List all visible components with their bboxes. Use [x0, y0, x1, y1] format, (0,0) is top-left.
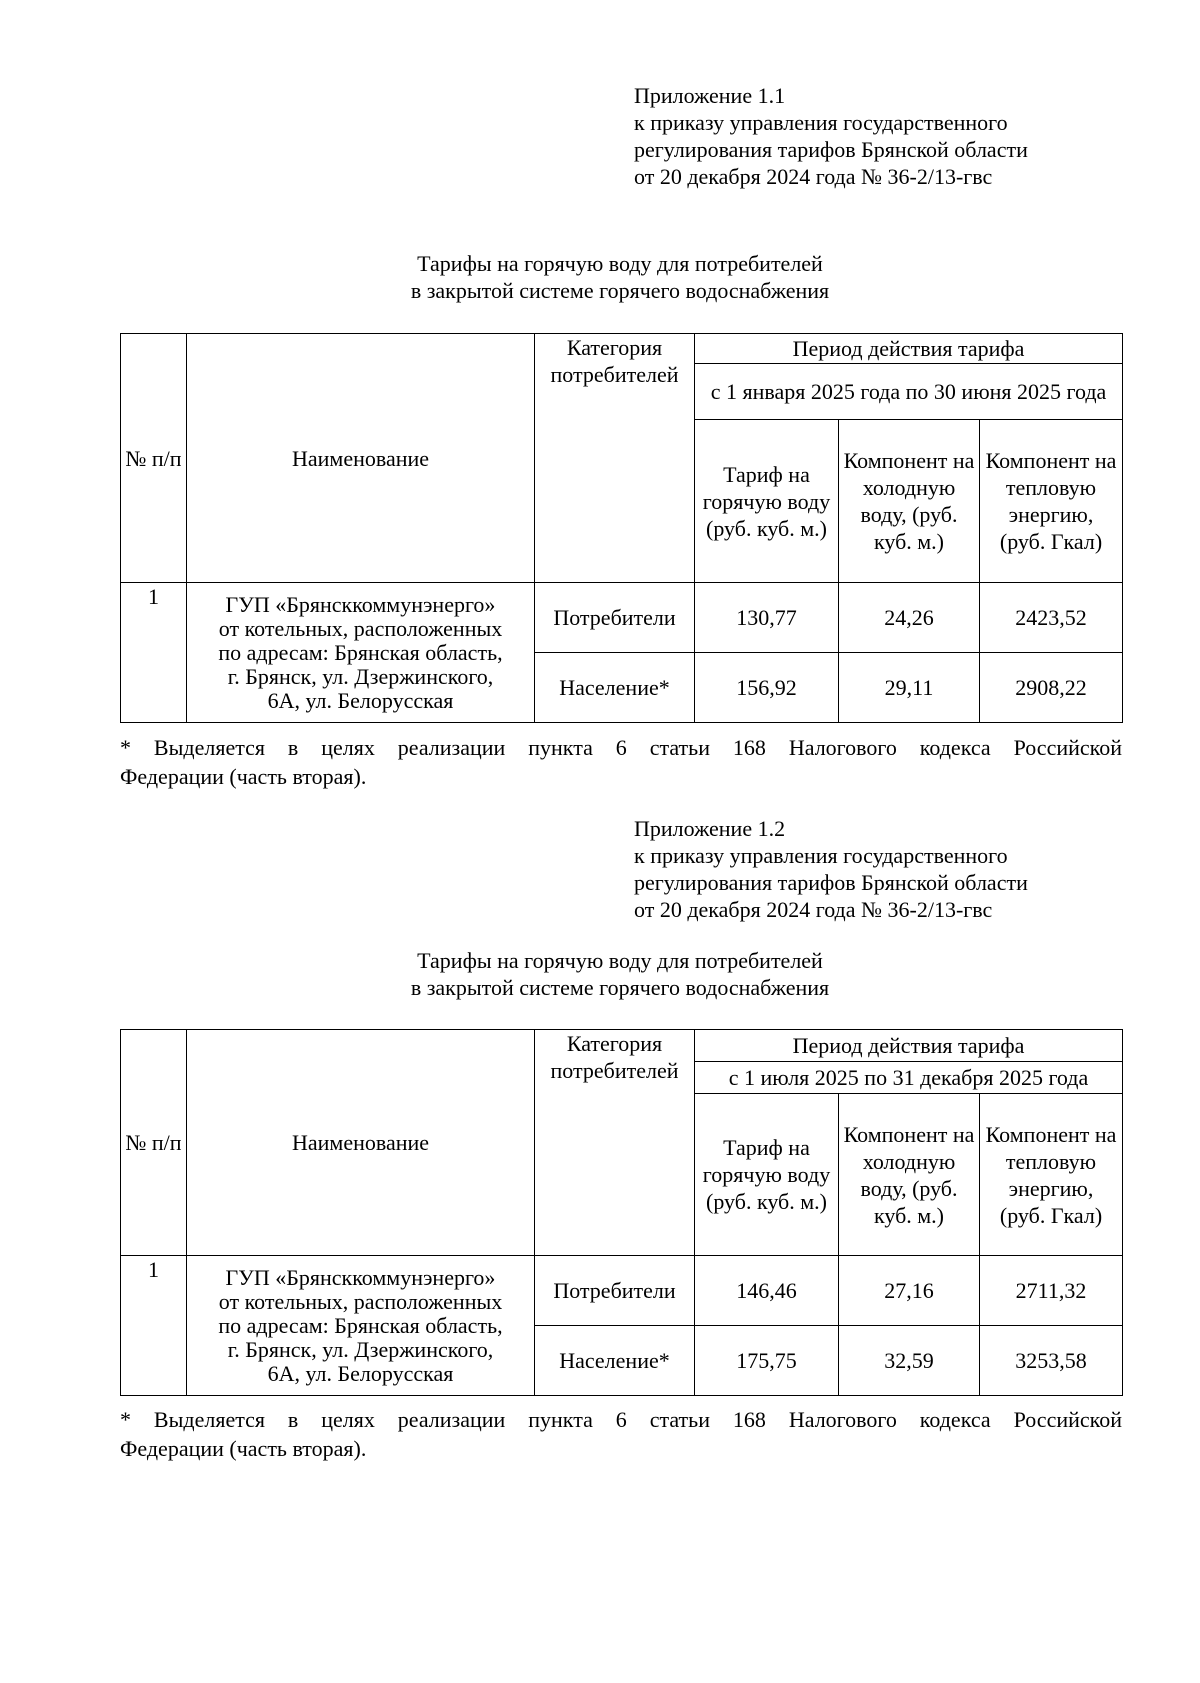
org-line: от котельных, расположенных: [218, 1288, 503, 1314]
appendix-order-line: к приказу управления государственного: [634, 110, 1008, 135]
title-line: Тарифы на горячую воду для потребителей: [417, 251, 823, 276]
tariff-value: 156,92: [695, 653, 839, 723]
heat-value: 2908,22: [980, 653, 1123, 723]
footnote-line: Федерации (часть вторая).: [120, 764, 367, 789]
footnote-1: [120, 733, 1122, 791]
org-line: ГУП «Брянсккоммунэнерго»: [225, 1264, 496, 1290]
tariff-table-1: [120, 333, 1123, 723]
header-number: № п/п: [121, 334, 187, 583]
category-cell: Потребители: [535, 583, 695, 653]
org-line: г. Брянск, ул. Дзержинского,: [227, 1336, 494, 1362]
category-cell: Потребители: [535, 1256, 695, 1326]
period-range: с 1 июля 2025 по 31 декабря 2025 года: [695, 1062, 1123, 1094]
header-period: Период действия тарифа: [695, 1030, 1123, 1062]
header-period: Период действия тарифа: [695, 334, 1123, 364]
org-line: по адресам: Брянская область,: [218, 1312, 503, 1338]
header-category: Категория потребителей: [535, 1030, 695, 1256]
cold-value: 32,59: [839, 1326, 980, 1396]
tariff-value: 130,77: [695, 583, 839, 653]
header-cold-water: Компонент на холодную воду, (руб. куб. м.): [839, 420, 980, 583]
appendix-header-2: [634, 815, 1028, 923]
org-line: 6А, ул. Белорусская: [267, 1360, 454, 1386]
appendix-order-date: от 20 декабря 2024 года № 36-2/13-гвс: [634, 164, 993, 189]
appendix-order-line: к приказу управления государственного: [634, 843, 1008, 868]
period-range: с 1 января 2025 года по 30 июня 2025 года: [695, 364, 1123, 420]
category-cell: Население*: [535, 653, 695, 723]
heat-value: 3253,58: [980, 1326, 1123, 1396]
footnote-line: Федерации (часть вторая).: [120, 1436, 367, 1461]
header-number: № п/п: [121, 1030, 187, 1256]
header-cold-water: Компонент на холодную воду, (руб. куб. м.): [839, 1094, 980, 1256]
tariff-value: 175,75: [695, 1326, 839, 1396]
heat-value: 2423,52: [980, 583, 1123, 653]
category-cell: Население*: [535, 1326, 695, 1396]
org-line: 6А, ул. Белорусская: [267, 687, 454, 713]
table-title-2: [0, 947, 1200, 1001]
header-name: Наименование: [187, 1030, 535, 1256]
footnote-2: [120, 1405, 1122, 1463]
organization-name: [187, 583, 535, 723]
header-heat-energy: Компонент на тепловую энергию, (руб. Гкал): [980, 1094, 1123, 1256]
header-tariff: Тариф на горячую воду (руб. куб. м.): [695, 420, 839, 583]
cold-value: 24,26: [839, 583, 980, 653]
row-number: 1: [121, 583, 187, 723]
tariff-table-2: [120, 1029, 1123, 1396]
title-line: в закрытой системе горячего водоснабжения: [410, 975, 830, 1000]
header-name: Наименование: [187, 334, 535, 583]
cold-value: 29,11: [839, 653, 980, 723]
org-line: от котельных, расположенных: [218, 615, 503, 641]
appendix-number: Приложение 1.2: [634, 816, 786, 841]
appendix-order-line: регулирования тарифов Брянской области: [634, 870, 1028, 895]
header-tariff: Тариф на горячую воду (руб. куб. м.): [695, 1094, 839, 1256]
org-line: ГУП «Брянсккоммунэнерго»: [225, 591, 496, 617]
appendix-number: Приложение 1.1: [634, 83, 786, 108]
row-number: 1: [121, 1256, 187, 1396]
appendix-order-date: от 20 декабря 2024 года № 36-2/13-гвс: [634, 897, 993, 922]
tariff-value: 146,46: [695, 1256, 839, 1326]
title-line: Тарифы на горячую воду для потребителей: [417, 948, 823, 973]
appendix-order-line: регулирования тарифов Брянской области: [634, 137, 1028, 162]
org-line: г. Брянск, ул. Дзержинского,: [227, 663, 494, 689]
header-category: Категория потребителей: [535, 334, 695, 583]
title-line: в закрытой системе горячего водоснабжения: [410, 278, 830, 303]
footnote-line: * Выделяется в целях реализации пункта 6 статьи 168 Налогового кодекса Российской: [120, 735, 1122, 760]
heat-value: 2711,32: [980, 1256, 1123, 1326]
org-line: по адресам: Брянская область,: [218, 639, 503, 665]
footnote-line: * Выделяется в целях реализации пункта 6 статьи 168 Налогового кодекса Российской: [120, 1407, 1122, 1432]
table-title-1: [0, 250, 1200, 304]
cold-value: 27,16: [839, 1256, 980, 1326]
header-heat-energy: Компонент на тепловую энергию, (руб. Гкал): [980, 420, 1123, 583]
organization-name: [187, 1256, 535, 1396]
appendix-header-1: [634, 82, 1028, 190]
